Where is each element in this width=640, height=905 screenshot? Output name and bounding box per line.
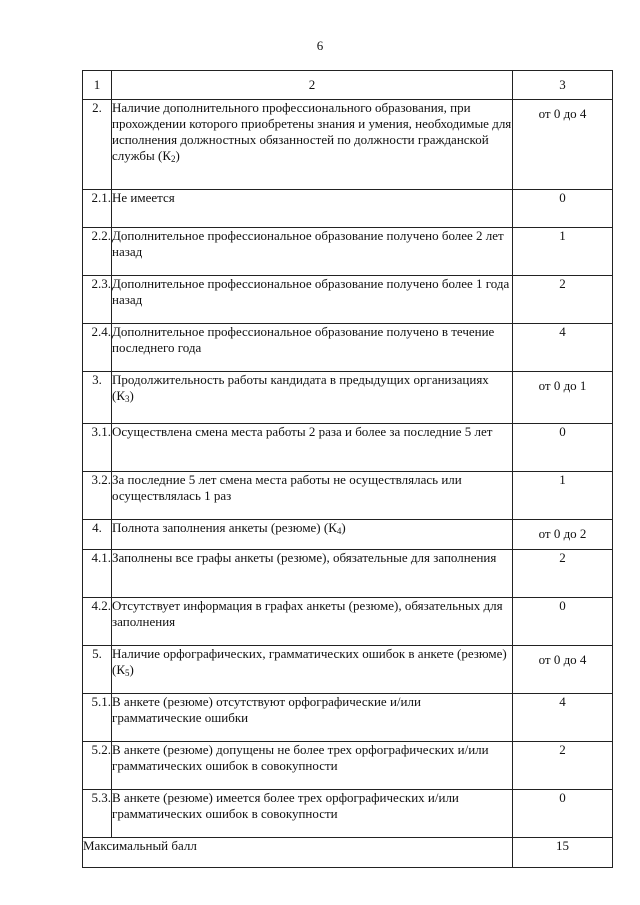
criterion-group-row [83,100,613,190]
criterion-row [83,324,613,372]
row-description-text: В анкете (резюме) имеется более трех орфографических и/или грамматических ошибок в совокупности [112,790,459,821]
row-description [112,646,513,694]
row-score: от 0 до 4 [513,646,613,694]
row-number: 5. [83,646,112,694]
criterion-row [83,276,613,324]
criterion-group-row [83,372,613,424]
row-score: 1 [513,228,613,276]
row-description [112,372,513,424]
criterion-row [83,694,613,742]
criteria-table [82,70,613,868]
row-score: 2 [513,742,613,790]
coefficient-subscript: 4 [336,526,342,536]
row-score: 2 [513,550,613,598]
criterion-row [83,790,613,838]
row-description-text: Заполнены все графы анкеты (резюме), обязательные для заполнения [112,550,497,565]
criterion-row [83,472,613,520]
row-description [112,550,513,598]
criterion-row [83,742,613,790]
total-label: Максимальный балл [83,838,513,868]
row-description-text: Не имеется [112,190,175,205]
coefficient-suffix: ) [129,662,134,677]
row-number: 4.1. [83,550,112,598]
row-description [112,276,513,324]
coefficient-subscript: 3 [125,394,130,404]
row-score: 0 [513,790,613,838]
row-description-text: Полнота заполнения анкеты (резюме) (К [112,520,337,535]
row-number: 3. [83,372,112,424]
row-description [112,228,513,276]
row-number: 3.2. [83,472,112,520]
row-number: 4.2. [83,598,112,646]
row-description-text: Дополнительное профессиональное образование получено более 2 лет назад [112,228,504,259]
row-score: 4 [513,324,613,372]
row-score: 4 [513,694,613,742]
criterion-row [83,598,613,646]
row-number: 5.2. [83,742,112,790]
row-number: 2.2. [83,228,112,276]
row-number: 3.1. [83,424,112,472]
total-row [83,838,613,868]
row-description [112,520,513,550]
row-description [112,472,513,520]
row-description-text: В анкете (резюме) допущены не более трех орфографических и/или грамматических ошибок в совокупности [112,742,489,773]
row-description-text: Наличие дополнительного профессионального образования, при прохождении которого приобретены знания и умения, необходимые для исполнения должностных обязанностей по должности гражданской службы (К [112,100,512,163]
header-col-3: 3 [513,71,613,100]
row-number: 2.4. [83,324,112,372]
row-number: 2.3. [83,276,112,324]
row-description [112,742,513,790]
row-number: 2. [83,100,112,190]
table-header-row [83,71,613,100]
row-description-text: В анкете (резюме) отсутствуют орфографические и/или грамматические ошибки [112,694,421,725]
row-description-text: Дополнительное профессиональное образование получено более 1 года назад [112,276,510,307]
row-score: 0 [513,190,613,228]
criterion-row [83,228,613,276]
criterion-group-row [83,520,613,550]
row-score: 0 [513,424,613,472]
criterion-row [83,190,613,228]
row-number: 4. [83,520,112,550]
row-description [112,100,513,190]
row-description-text: Отсутствует информация в графах анкеты (резюме), обязательных для заполнения [112,598,503,629]
row-score: от 0 до 4 [513,100,613,190]
header-col-1: 1 [83,71,112,100]
row-number: 2.1. [83,190,112,228]
criterion-row [83,424,613,472]
row-description-text: За последние 5 лет смена места работы не осуществлялась или осуществлялась 1 раз [112,472,462,503]
row-score: от 0 до 2 [513,520,613,550]
row-description-text: Наличие орфографических, грамматических ошибок в анкете (резюме) (К [112,646,507,677]
row-number: 5.3. [83,790,112,838]
criterion-row [83,550,613,598]
row-description [112,424,513,472]
header-col-2: 2 [112,71,513,100]
criterion-group-row [83,646,613,694]
row-description [112,324,513,372]
row-description [112,694,513,742]
row-description-text: Дополнительное профессиональное образование получено в течение последнего года [112,324,495,355]
coefficient-suffix: ) [341,520,346,535]
row-description [112,790,513,838]
row-description [112,598,513,646]
row-description [112,190,513,228]
total-score: 15 [513,838,613,868]
row-score: 0 [513,598,613,646]
coefficient-suffix: ) [175,148,180,163]
coefficient-subscript: 2 [171,154,176,164]
coefficient-subscript: 5 [125,668,130,678]
row-description-text: Осуществлена смена места работы 2 раза и более за последние 5 лет [112,424,493,439]
page-number: 6 [316,38,324,53]
row-score: 2 [513,276,613,324]
row-number: 5.1. [83,694,112,742]
coefficient-suffix: ) [129,388,134,403]
row-description-text: Продолжительность работы кандидата в предыдущих организациях (К [112,372,489,403]
row-score: от 0 до 1 [513,372,613,424]
row-score: 1 [513,472,613,520]
